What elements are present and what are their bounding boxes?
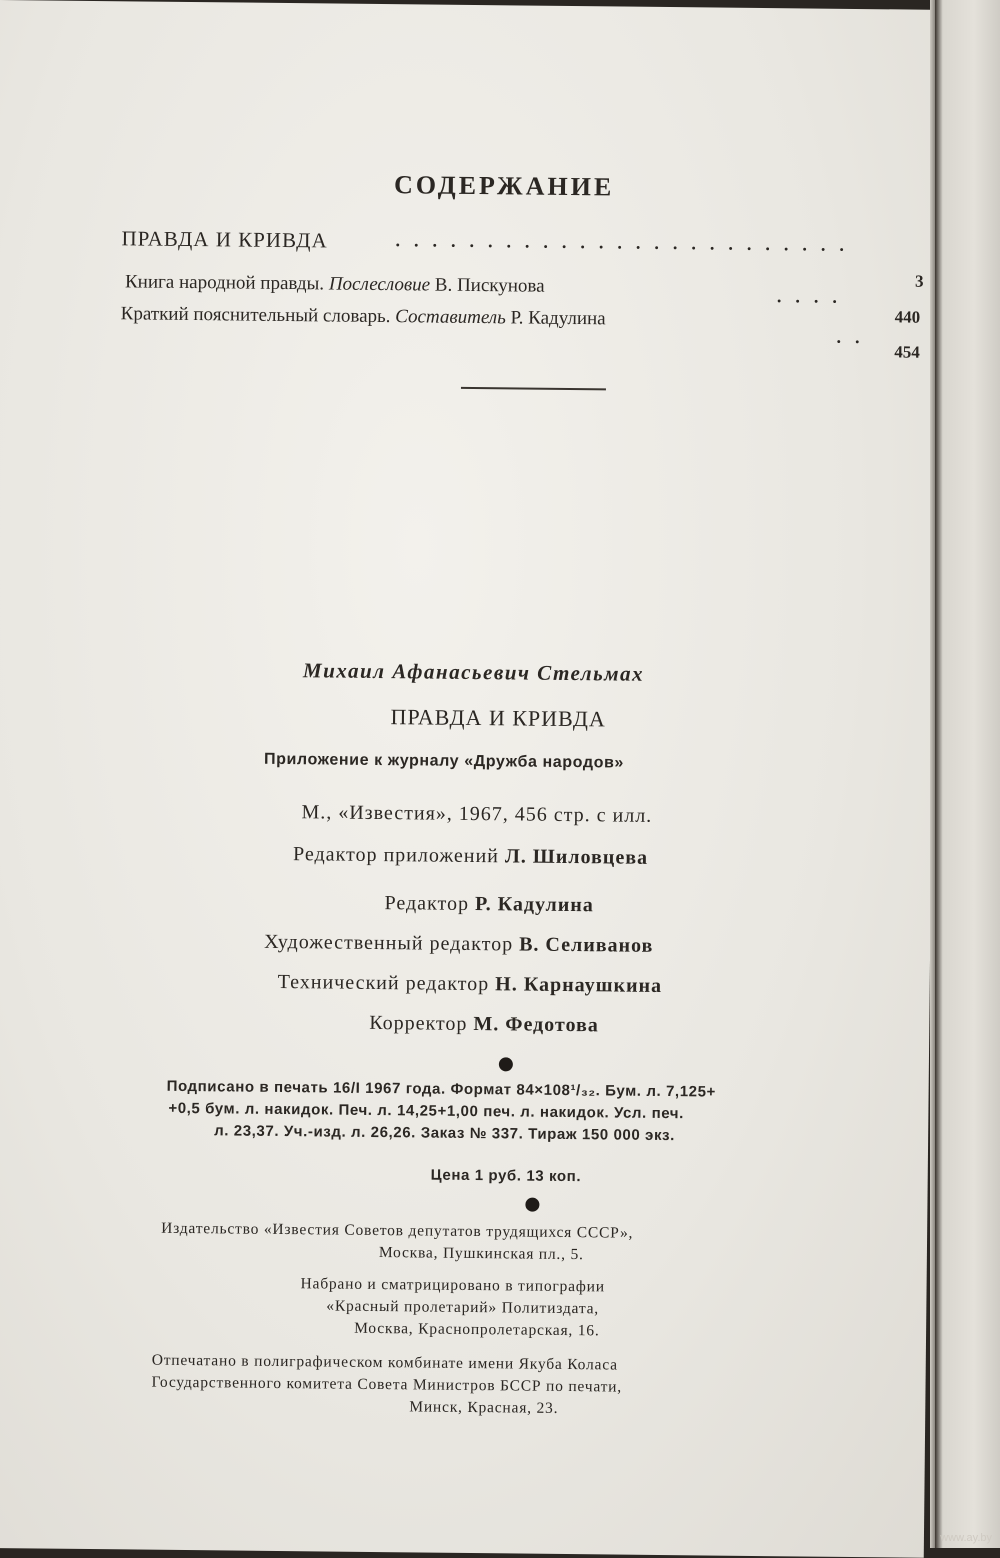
- watermark: www.ay.by: [940, 1532, 992, 1544]
- publisher-line-1: Издательство «Известия Советов депутатов трудящихся СССР»,: [161, 1219, 634, 1242]
- credit-role: Редактор: [384, 892, 470, 915]
- credit-name: В. Селиванов: [519, 933, 654, 957]
- print-details-line-1: Подписано в печать 16/I 1967 года. Формат 84×108¹/₃₂. Бум. л. 7,125+: [166, 1077, 717, 1101]
- imprint-author: Михаил Афанасьевич Стельмах: [302, 658, 645, 686]
- credit-role: Корректор: [369, 1011, 468, 1035]
- toc-dictionary-page: 454: [894, 342, 920, 362]
- printed-line-3: Минск, Красная, 23.: [409, 1398, 559, 1417]
- imprint-supplement: Приложение к журналу «Дружба народов»: [263, 750, 625, 772]
- credit-role: Технический редактор: [277, 970, 490, 996]
- credit-role: Редактор приложений: [292, 843, 500, 868]
- credit-role: Художественный редактор: [264, 930, 514, 956]
- credit-supplement-editor: [293, 843, 648, 870]
- typeset-line-1: Набрано и сматрицировано в типографии: [300, 1275, 605, 1296]
- toc-afterword-entry: [125, 271, 545, 297]
- toc-afterword-role: Послесловие: [328, 273, 431, 296]
- toc-dictionary-entry: [121, 303, 606, 330]
- credit-name: Н. Карнаушкина: [495, 973, 663, 997]
- imprint-publication: М., «Известия», 1967, 456 стр. с илл.: [301, 801, 653, 827]
- printed-line-2: Государственного комитета Совета Министров БССР по печати,: [151, 1373, 623, 1396]
- credit-name: Л. Шиловцева: [504, 845, 649, 869]
- toc-afterword-author: В. Пискунова: [434, 274, 545, 297]
- toc-leader-dots: .........................: [395, 230, 859, 255]
- next-page-edge: [935, 0, 1000, 1548]
- imprint-title: ПРАВДА И КРИВДА: [390, 704, 606, 732]
- separator-bullet: [499, 1057, 513, 1071]
- toc-divider: [461, 387, 606, 390]
- toc-afterword-dots: ....: [776, 286, 852, 307]
- credit-editor: [384, 892, 594, 917]
- price: Цена 1 руб. 13 коп.: [430, 1166, 582, 1186]
- toc-dictionary-role: Составитель: [395, 306, 506, 329]
- typeset-line-2: «Красный пролетарий» Политиздата,: [326, 1297, 600, 1318]
- print-details-line-3: л. 23,37. Уч.-изд. л. 26,26. Заказ № 337. Тираж 150 000 экз.: [214, 1122, 676, 1145]
- toc-dictionary-dots: ..: [836, 326, 874, 348]
- publisher-line-2: Москва, Пушкинская пл., 5.: [378, 1244, 584, 1264]
- toc-heading: СОДЕРЖАНИЕ: [393, 170, 615, 202]
- toc-dictionary-title: Краткий пояснительный словарь.: [120, 303, 391, 328]
- toc-afterword-title: Книга народной правды.: [124, 271, 325, 295]
- printed-line-1: Отпечатано в полиграфическом комбинате имени Якуба Коласа: [151, 1351, 618, 1374]
- credit-name: Р. Кадулина: [474, 893, 594, 917]
- credit-proofreader: [369, 1012, 599, 1037]
- separator-bullet: [525, 1198, 539, 1212]
- credit-art-editor: [264, 931, 654, 958]
- typeset-line-3: Москва, Краснопролетарская, 16.: [354, 1319, 600, 1340]
- toc-dictionary-author: Р. Кадулина: [510, 307, 606, 330]
- credit-name: М. Федотова: [473, 1013, 599, 1037]
- toc-afterword-page: 440: [894, 307, 921, 327]
- toc-main-title: ПРАВДА И КРИВДА: [121, 226, 328, 253]
- credit-technical-editor: [278, 971, 663, 998]
- print-details-line-2: +0,5 бум. л. накидок. Печ. л. 14,25+1,00 печ. л. накидок. Усл. печ.: [168, 1099, 685, 1123]
- toc-main-page: 3: [915, 271, 924, 291]
